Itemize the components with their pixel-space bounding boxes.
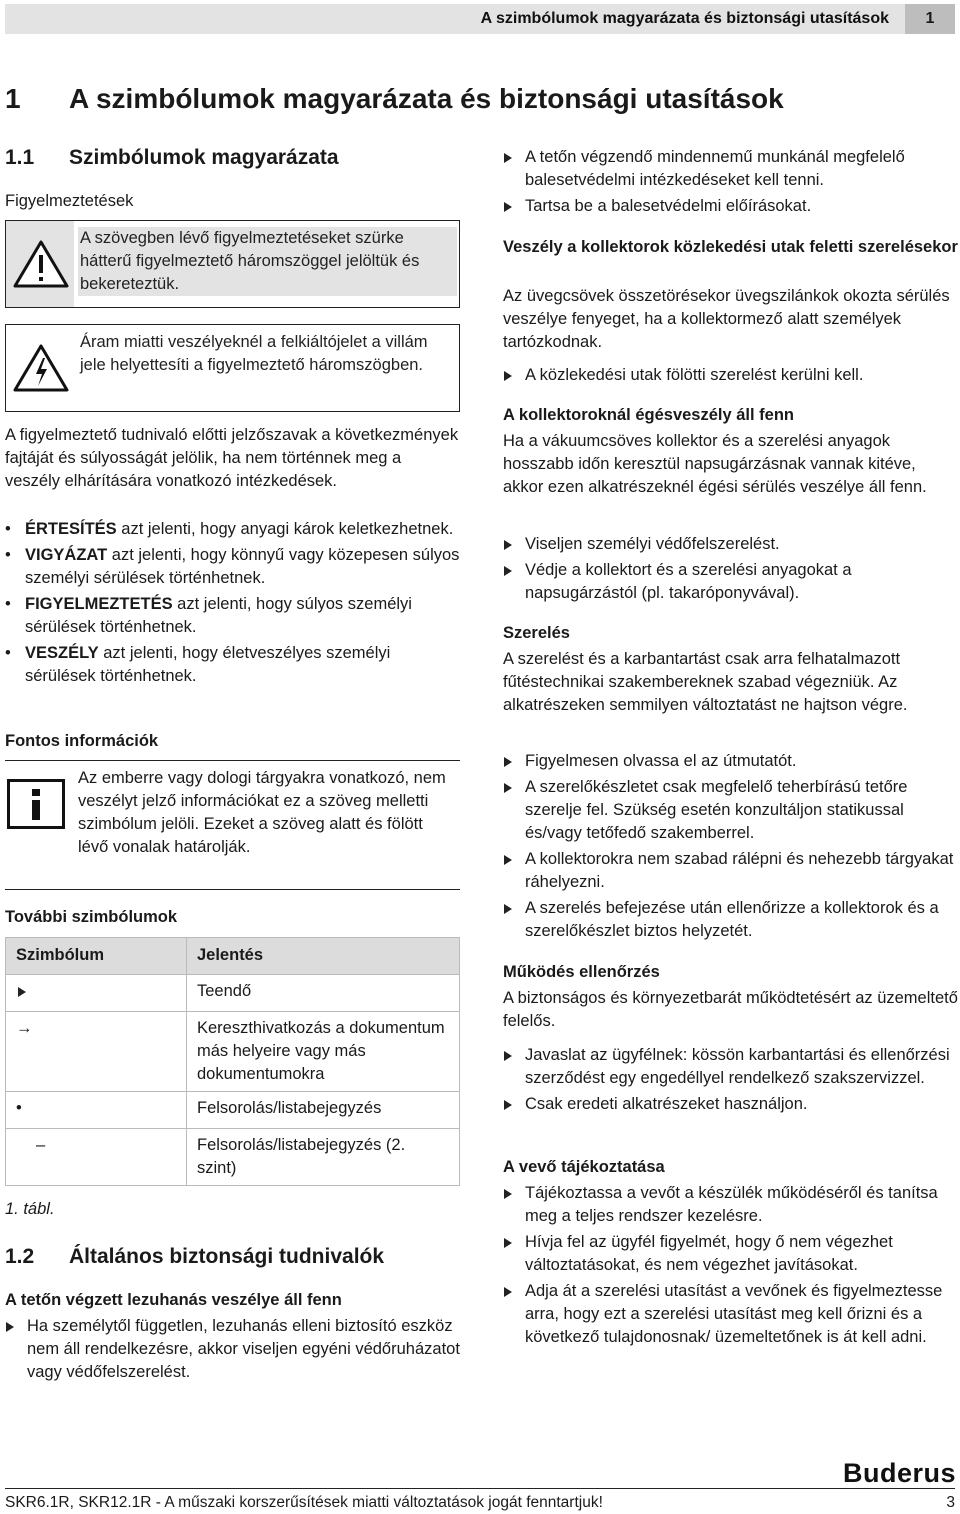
warning-icon-bg: [6, 221, 74, 307]
symbol-cell: –: [6, 1129, 187, 1186]
header-chapter-number: 1: [905, 4, 955, 34]
symbol-cell: •: [6, 1092, 187, 1129]
list-item: A szerelés befejezése után ellenőrizze a kollektorok és a szerelőkészlet biztos helyzetét.: [503, 897, 958, 943]
header-title: A szimbólumok magyarázata és biztonsági utasítások: [480, 10, 889, 27]
signal-word-text: azt jelenti, hogy súlyos személyi sérülések történhetnek.: [25, 595, 412, 636]
table-caption: 1. tábl.: [5, 1200, 55, 1218]
footer-divider: [5, 1488, 955, 1489]
signal-word-text: azt jelenti, hogy könnyű vagy közepesen súlyos személyi sérülések történhetnek.: [25, 546, 460, 587]
list-item: Viseljen személyi védőfelszerelést.: [503, 533, 958, 556]
action-triangle-icon: [18, 987, 26, 997]
info-text: Az emberre vagy dologi tárgyakra vonatkozó, nem veszélyt jelző információkat ez a szöveg melletti szimbólum jelöli. Ezeket a szöveg alatt és fölött lévő vonalak határolják.: [78, 769, 446, 856]
symbols-table: [5, 937, 460, 1186]
function-check-list: [503, 1044, 958, 1119]
signal-word-item: [5, 642, 460, 688]
symbol-cell: →: [6, 1012, 187, 1092]
list-item: Adja át a szerelési utasítást a vevőnek és figyelmeztesse arra, hogy ezt a szerelési utasítást meg kell őrizni és a következő tulajdonosnak/ üzemeltetőnek is át kell adni.: [503, 1280, 958, 1349]
footer-text: SKR6.1R, SKR12.1R - A műszaki korszerűsítések miatti változtatások jogát fenntartjuk!: [5, 1494, 603, 1511]
function-check-text: A biztonságos és környezetbarát működtetésért az üzemeltető felelős.: [503, 989, 958, 1030]
section-1-1-title-text: Szimbólumok magyarázata: [69, 146, 339, 169]
warnings-heading: Figyelmeztetések: [5, 192, 134, 210]
warning-box-general: [5, 220, 460, 308]
table-row: [6, 975, 460, 1012]
symbol-cell: [6, 975, 187, 1012]
info-icon: [7, 779, 65, 829]
installation-list: [503, 750, 958, 946]
signal-word: VESZÉLY: [25, 644, 99, 662]
list-item: Figyelmesen olvassa el az útmutatót.: [503, 750, 958, 773]
customer-info-list: [503, 1182, 958, 1352]
list-item: Tartsa be a balesetvédelmi előírásokat.: [503, 195, 958, 218]
warning-box-text: A szövegben lévő figyelmeztetéseket szürke hátterű figyelmeztető háromszöggel jelöltük és bekereteztük.: [78, 227, 457, 296]
fall-hazard-list: [5, 1315, 460, 1387]
signal-word-item: [5, 544, 460, 590]
buderus-logo: Buderus: [842, 1458, 956, 1488]
burn-hazard-heading: A kollektoroknál égésveszély áll fenn: [503, 406, 795, 424]
installation-text: A szerelést és a karbantartást csak arra felhatalmazott fűtéstechnikai szakembereknek szabad végezniük. Az alkatrészeken semmilyen változtatást ne hajtson végre.: [503, 650, 908, 714]
chapter-title-text: A szimbólumok magyarázata és biztonsági utasítások: [69, 83, 784, 114]
page-number: 3: [946, 1494, 955, 1511]
traffic-hazard-text: Az üvegcsövek összetörésekor üvegszilánkok okozta sérülés veszélye fenyeget, ha a kollektormező alatt személyek tartózkodnak.: [503, 287, 950, 351]
table-row: [6, 1129, 460, 1186]
meaning-cell: Kereszthivatkozás a dokumentum más helyeire vagy más dokumentumokra: [187, 1012, 460, 1092]
table-header-symbol: Szimbólum: [6, 938, 187, 975]
list-item: A tetőn végzendő mindennemű munkánál megfelelő balesetvédelmi intézkedéseket kell tenni.: [503, 146, 958, 192]
burn-hazard-list: [503, 533, 958, 608]
table-row: [6, 1012, 460, 1092]
info-box: [5, 760, 460, 890]
list-item: Védje a kollektort és a szerelési anyagokat a napsugárzástól (pl. takaróponyvával).: [503, 559, 958, 605]
page-header: [5, 4, 955, 34]
traffic-hazard-list: [503, 364, 958, 390]
list-item: Javaslat az ügyfélnek: kössön karbantartási és ellenőrzési szerződést egy engedéllyel rendelkező szakszervizzel.: [503, 1044, 958, 1090]
list-item: Csak eredeti alkatrészeket használjon.: [503, 1093, 958, 1116]
more-symbols-heading: További szimbólumok: [5, 908, 178, 926]
signal-word: ÉRTESÍTÉS: [25, 520, 117, 538]
customer-info-heading: A vevő tájékoztatása: [503, 1158, 665, 1176]
meaning-cell: Felsorolás/listabejegyzés: [187, 1092, 460, 1129]
section-1-2-title: [5, 1244, 384, 1270]
section-1-1-number: 1.1: [5, 146, 35, 169]
signal-word: VIGYÁZAT: [25, 546, 108, 564]
signal-words-intro: A figyelmeztető tudnivaló előtti jelzőszavak a következmények fajtáját és súlyosságát jelölik, ha nem történnek meg a veszély elhárítására vonatkozó intézkedések.: [5, 426, 459, 490]
list-item: A kollektorokra nem szabad rálépni és nehezebb tárgyakat ráhelyezni.: [503, 848, 958, 894]
info-heading: Fontos információk: [5, 732, 159, 750]
signal-word-item: [5, 593, 460, 639]
meaning-cell: Teendő: [187, 975, 460, 1012]
burn-hazard-text: Ha a vákuumcsöves kollektor és a szerelési anyagok hosszabb időn keresztül napsugárzásnak vannak kitéve, akkor ezen alkatrészeknél égési sérülés veszélye áll fenn.: [503, 432, 927, 496]
signal-word-text: azt jelenti, hogy életveszélyes személyi sérülések történhetnek.: [25, 644, 391, 685]
section-1-2-title-text: Általános biztonsági tudnivalók: [69, 1245, 385, 1268]
fall-hazard-heading: A tetőn végzett lezuhanás veszélye áll fenn: [5, 1291, 342, 1309]
section-1-1-title: [5, 145, 339, 171]
chapter-number: 1: [5, 83, 21, 114]
electric-warning-text: Áram miatti veszélyeknél a felkiáltójelet a villám jele helyettesíti a figyelmeztető háromszögben.: [78, 331, 457, 377]
signal-word: FIGYELMEZTETÉS: [25, 595, 173, 613]
warning-triangle-icon: [12, 239, 70, 289]
signal-word-item: [5, 518, 460, 541]
signal-words-list: [5, 518, 460, 691]
warning-box-electric: [5, 324, 460, 412]
signal-word-text: azt jelenti, hogy anyagi károk keletkezhetnek.: [116, 520, 454, 538]
list-item: Ha személytől független, lezuhanás elleni biztosító eszköz nem áll rendelkezésre, akkor viseljen egyéni védőruházatot vagy védőfelszerelést.: [5, 1315, 460, 1384]
lightning-warning-icon: [12, 343, 70, 393]
list-item: A közlekedési utak fölötti szerelést kerülni kell.: [503, 364, 958, 387]
table-header-row: [6, 938, 460, 975]
list-item: A szerelőkészletet csak megfelelő teherbírású tetőre szerelje fel. Szükség esetén konzultáljon statikussal és/vagy tetőfedő szakemberrel.: [503, 776, 958, 845]
chapter-title: [5, 82, 784, 116]
meaning-cell: Felsorolás/listabejegyzés (2. szint): [187, 1129, 460, 1186]
roof-safety-list: [503, 146, 958, 221]
electric-icon-bg: [6, 325, 74, 411]
list-item: Tájékoztassa a vevőt a készülék működéséről és tanítsa meg a teljes rendszer kezelésre.: [503, 1182, 958, 1228]
list-item: Hívja fel az ügyfél figyelmét, hogy ő nem végezhet változtatásokat, és nem végezhet javításokat.: [503, 1231, 958, 1277]
function-check-heading: Működés ellenőrzés: [503, 963, 660, 981]
traffic-hazard-heading: Veszély a kollektorok közlekedési utak feletti szerelésekor: [503, 238, 958, 256]
table-row: [6, 1092, 460, 1129]
table-header-meaning: Jelentés: [187, 938, 460, 975]
section-1-2-number: 1.2: [5, 1245, 35, 1268]
installation-heading: Szerelés: [503, 624, 570, 642]
